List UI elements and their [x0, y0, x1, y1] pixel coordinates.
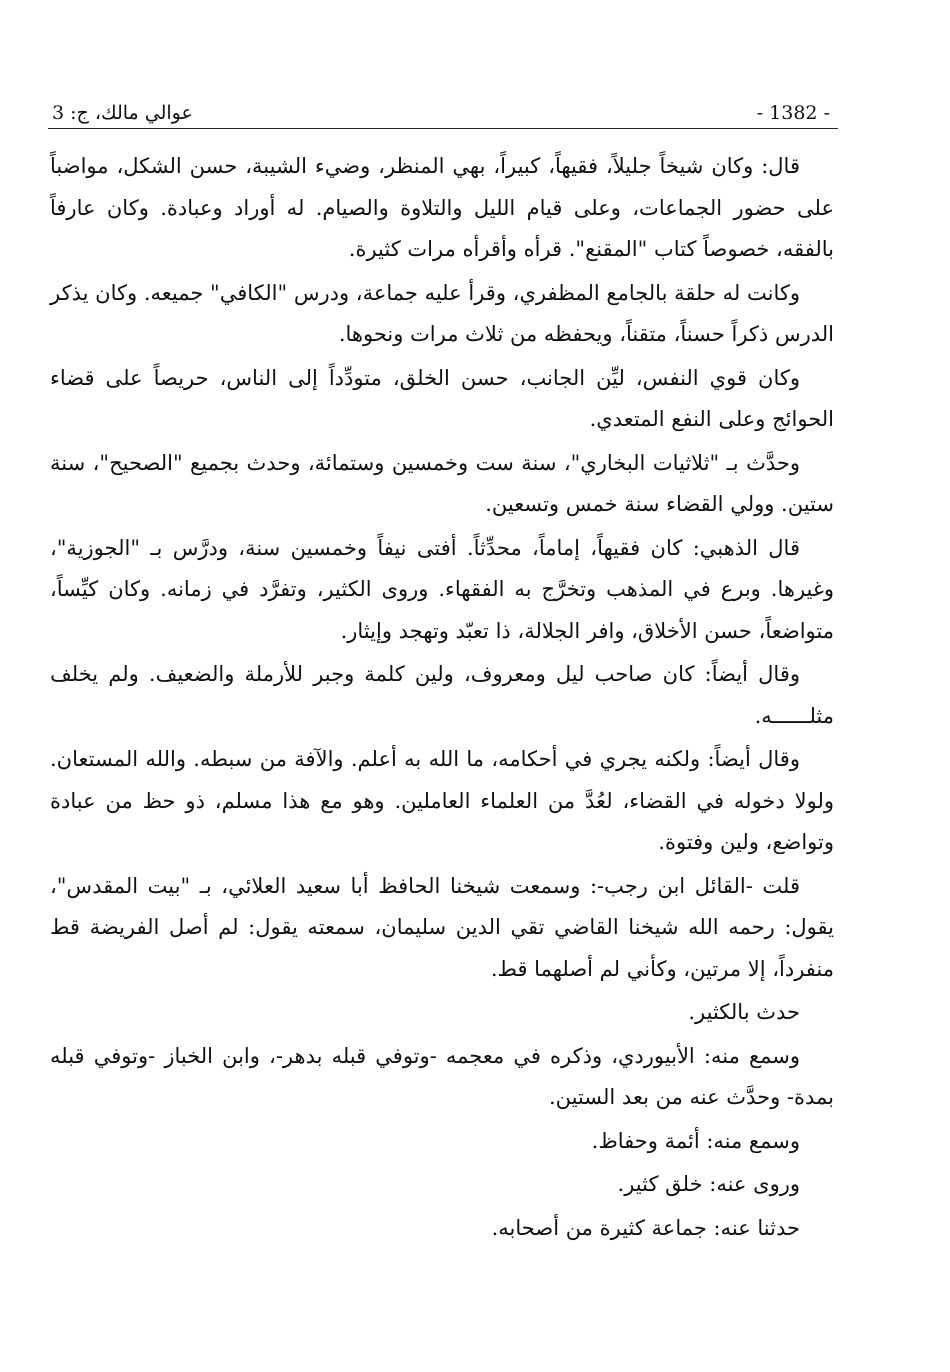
- paragraph-8: قلت -القائل ابن رجب-: وسمعت شيخنا الحافظ أبا سعيد العلائي، بـ "بيت المقدس"، يقول: رحمه الله شيخنا القاضي تقي الدين سليمان، سمعته يقول: لم أصل الفريضة قط منفرداً، إلا مرتين، وكأني لم أصلهما قط.: [50, 873, 834, 981]
- paragraph-9: حدث بالكثير.: [688, 1000, 800, 1024]
- paragraph-6: وقال أيضاً: كان صاحب ليل ومعروف، ولين كلمة وجبر للأرملة والضعيف. ولم يخلف مثلــــــه.: [50, 662, 834, 728]
- page-number: - 1382 -: [756, 102, 830, 124]
- paragraph-12: وروى عنه: خلق كثير.: [617, 1172, 800, 1196]
- paragraph-7: وقال أيضاً: ولكنه يجري في أحكامه، ما الله به أعلم. والآفة من سبطه. والله المستعان. ولولا دخوله في القضاء، لعُدَّ من العلماء العاملين. وهو مع هذا مسلم، ذو حظ من عبادة وتواضع، ولين وفتوة.: [50, 747, 834, 854]
- paragraph-13: حدثنا عنه: جماعة كثيرة من أصحابه.: [491, 1215, 800, 1240]
- running-header: [52, 90, 830, 124]
- paragraph-1: قال: وكان شيخاً جليلاً، فقيهاً، كبيراً، بهي المنظر، وضيء الشيبة، حسن الشكل، مواضباً على حضور الجماعات، وعلى قيام الليل والتلاوة والصيام. له أوراد وعبادة. وكان عارفاً بالفقه، خصوصاً كتاب "المقنع". قرأه وأقرأه مرات كثيرة.: [50, 154, 834, 261]
- body-text: [50, 146, 834, 1251]
- paragraph-10: وسمع منه: الأبيوردي، وذكره في معجمه -وتوفي قبله بدهر-، وابن الخباز -وتوفي قبله بمدة- وحدَّث عنه من بعد الستين.: [50, 1043, 834, 1109]
- header-divider: [48, 128, 838, 129]
- paragraph-11: وسمع منه: أئمة وحفاظ.: [591, 1128, 800, 1153]
- book-title: عوالي مالك، ج: 3: [52, 102, 193, 124]
- paragraph-2: وكانت له حلقة بالجامع المظفري، وقرأ عليه جماعة، ودرس "الكافي" جميعه. وكان يذكر الدرس ذكراً حسناً، متقناً، ويحفظه من ثلاث مرات ونحوها.: [50, 280, 834, 346]
- paragraph-5: قال الذهبي: كان فقيهاً، إماماً، محدِّثاً. أفتى نيفاً وخمسين سنة، ودرَّس بـ "الجوزية"، وغيرها. وبرع في المذهب وتخرَّج به الفقهاء. وروى الكثير، وتفرَّد في زمانه. وكان كيِّساً، متواضعاً، حسن الأخلاق، وافر الجلالة، ذا تعبّد وتهجد وإيثار.: [50, 535, 834, 643]
- paragraph-4: وحدَّث بـ "ثلاثيات البخاري"، سنة ست وخمسين وستمائة، وحدث بجميع "الصحيح"، سنة ستين. وولي القضاء سنة خمس وتسعين.: [50, 450, 834, 516]
- paragraph-3: وكان قوي النفس، ليِّن الجانب، حسن الخلق، متودِّداً إلى الناس، حريصاً على قضاء الحوائج وعلى النفع المتعدي.: [50, 365, 834, 431]
